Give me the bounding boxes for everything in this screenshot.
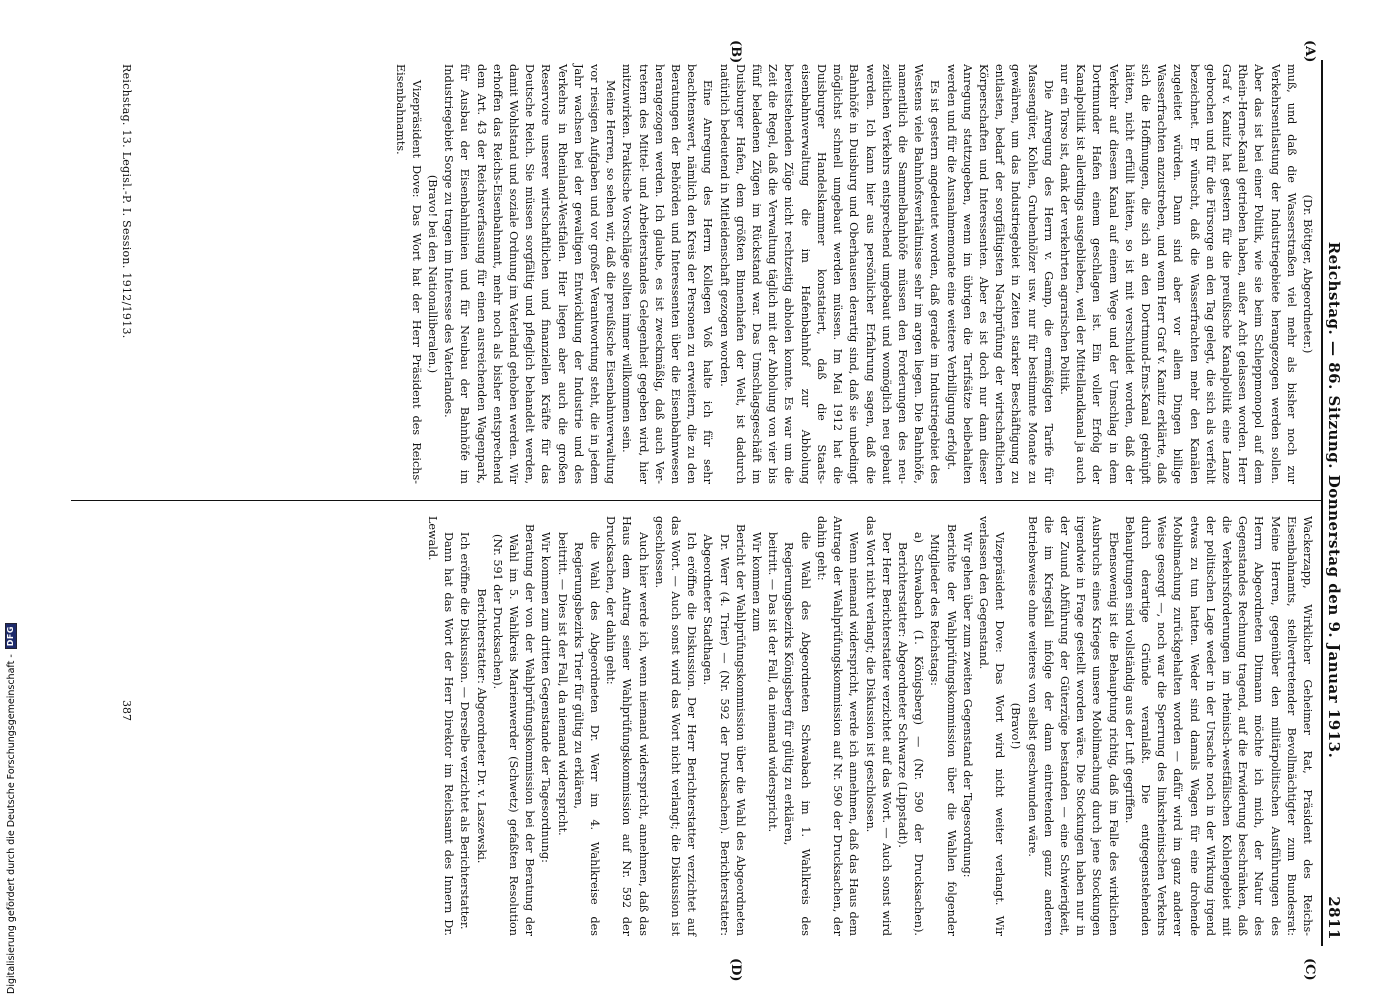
- margin-mark-b: (B): [728, 40, 743, 64]
- paragraph: Wir kommen zum: [750, 532, 764, 632]
- paragraph: Die Anregung des Herrn v. Gamp, die ermäßigten Tarife für Massengüter, Kohlen, Grubenhölzer usw. nur für bestimmte Monate zu gewähren, um das Industriegebiet in Zeiten starker Beschäftigung zu entlasten, bedarf der sorgfältigsten Nachprüfung der wirtschaftlichen Körperschaften und Interessenten. Aber es ist doch nur dann dieser Anregung stattzugeben, wenn im übrigen die Tarifsätze beibehalten werden und für die Ausnahmemonate eine weitere Verbilligung erfolgt.: [944, 64, 1055, 484]
- rapporteur-line: Berichterstatter: Abgeordneter Dr. v. Laszewski.: [474, 588, 488, 864]
- margin-mark-d: (D): [728, 958, 743, 982]
- applause-note: (Bravo! bei den Nationalliberalen.): [426, 174, 440, 374]
- paragraph: Vizepräsident Dove: Das Wort wird nicht weiter verlangt. Wir verlassen den Gegenstand.: [976, 516, 1007, 936]
- paragraph: Der Herr Berichterstatter verzichtet auf das Wort. — Auch sonst wird das Wort nicht verlangt; die Diskussion ist geschlossen.: [863, 516, 893, 936]
- agenda-heading: Beratung der von der Wahlprüfungskommission bei der Beratung der Wahl im 5. Wahlkreis Marienwerder (Schwetz) gefaßten Resolution (Nr. 591 der Drucksachen).: [490, 524, 537, 936]
- running-title: Reichstag. — 86. Sitzung. Donnerstag den 9. Januar 1913.: [1325, 241, 1343, 759]
- paragraph: muß, und daß die Wasserstraßen viel mehr als bisher noch zur Verkehrsentlastung der Industriegebiete herangezogen werden sollen. Aber das ist bei einer Politik, wie sie beim Schleppmonopol auf dem Rhein-Herne-Kanal getrieben haben, außer Acht gelassen worden. Herr Graf v. Kanitz hat gestern für die preußische Kanalpolitik eine Lanze gebrochen und für die Fürsorge an den Tag gelegt, die sich als verfehlt bezeichnet. Er wünscht, daß die Wasserfrachten mehr den Kanälen zugeleitet würden. Dann sind aber vor allem Dingen billige Wasserfrachten anzustreben, und wenn Herr Graf v. Kanitz erklärte, daß sich die Hoffnungen, die sich an den Dortmund-Ems-Kanal geknüpft hätten, nicht erfüllt hätten, so ist mit verschuldet worden, daß der Verkehr auf diesem Kanal auf einem Wege und der Umschlag in dem Dortmunder Hafen einem geschlagen ist. Ein voller Erfolg der Kanalpolitik ist allerdings ausgeblieben, weil der Mittellandkanal ja auch nur ein Torso ist, dank der verkehrten agrarischen Politik.: [1057, 64, 1298, 484]
- agenda-subitem: a) Schwabach (1. Königsberg) — (Nr. 590 der Drucksachen). Berichterstatter: Abgeordneter Schwarze (Lippstadt).: [895, 532, 926, 936]
- paragraph: Wir kommen zum dritten Gegenstande der Tagesordnung:: [539, 532, 553, 863]
- agenda-heading: Berichte der Wahlprüfungskommission über die Wahlen folgender Mitglieder des Reichstags:: [928, 524, 958, 936]
- paragraph: Ich eröffne die Diskussion. Der Herr Berichterstatter verzichtet auf das Wort. — Auch sonst wird das Wort nicht verlangt; die Diskussion ist geschlossen.: [652, 516, 699, 936]
- paragraph: Vizepräsident Dove: Das Wort hat der Herr Präsident des Reichs-Eisenbahnamts.: [393, 64, 423, 484]
- credit-text: Digitalisierung gefördert durch die Deutsche Forschungsgemeinschaft -: [5, 654, 17, 994]
- footer-legislature: Reichstag. 13. Legisl.-P. I. Session. 1912/1913.: [120, 64, 133, 339]
- paragraph: beitritt. — Dies ist der Fall, da niemand widerspricht.: [555, 532, 569, 836]
- paragraph: beitritt. — Das ist der Fall, da niemand widerspricht.: [766, 532, 780, 833]
- margin-mark-c: (C): [1302, 958, 1317, 981]
- header-page-number: 2811: [1325, 896, 1343, 940]
- paragraph: Ich eröffne die Diskussion. — Derselbe verzichtet als Berichterstatter.: [458, 532, 472, 930]
- column-divider: [71, 500, 1321, 501]
- paragraph: Ebensowenig ist die Behauptung richtig, daß im Falle des wirklichen Ausbruchs eines Krieges unsere Mobilmachung durch jene Stockungen irgendwie in Frage gestellt worden wäre. Die Stockungen haben nur in der Zuund Abführung der Güterzüge bestanden — eine Schwierigkeit, die im Kriegsfall infolge der dann eintretenden ganz anderen Betriebsweise ohne weiteres von selbst geschwunden wäre.: [1025, 516, 1120, 936]
- paragraph: Es ist gestern angedeutet worden, daß gerade im Industriegebiet des Westens viele Bahnhofsverhältnisse sehr im argen liegen. Die Bahnhöfe, namentlich die Sammelbahnhöfe müssen den Forderungen des neuzeitlichen Verkehrs entsprechend umgebaut und womöglich neu gebaut werden. Ich kann hier aus persönlicher Erfahrung sagen, daß die Bahnhöfe in Duisburg und Oberhausen derartig sind, daß sie unbedingt möglichst schnell umgebaut werden müssen. Im Mai 1912 hat die Duisburger Handelskammer konstatiert, daß die Staatseisenbahnverwaltung die im Hafenbahnhof zur Abholung bereitstehenden Züge nicht rechtzeitig abholen konnte. Es war um die Zeit die Regel, daß die Verwaltung täglich mit der Abholung von vier bis fünf beladenen Zügen im Rückstand war. Das Umschlagsgeschäft im Duisburger Hafen, dem größten Binnenhafen der Welt, ist dadurch natürlich bedeutend in Mitleidenschaft gezogen worden.: [717, 64, 942, 484]
- paragraph: Meine Herren, so sehen wir, daß die preußische Eisenbahnverwaltung vor riesigen Aufgaben und vor großer Verantwortung steht, die in jedem Jahr wachsen bei der gewaltigen Entwicklung der Industrie und des Verkehrs in Rheinland-Westfalen. Hier liegen aber auch die großen Reservoire unserer wirtschaftlichen und finanziellen Kräfte für das Deutsche Reich. Sie müssen sorgfältig und pfleglich behandelt werden, damit Wohlstand und soziale Ordnung im Vaterland gehoben werden. Wir erhoffen das Reichs-Eisenbahnamt, mehr noch als bisher entsprechend dem Art. 43 der Reichsverfassung für einen ausreichenden Wagenpark, für Ausbau der Eisenbahnlinien und für Neubau der Bahnhöfe im Industriegebiet Sorge zu tragen im Interesse des Vaterlandes.: [442, 64, 618, 484]
- paragraph: Dann hat das Wort der Herr Direktor im Reichsamt des Innern Dr. Lewald.: [426, 516, 456, 936]
- motion-quote: die Wahl des Abgeordneten Schwabach im 1. Wahlkreis des Regierungsbezirks Königsberg für gültig zu erklären,: [782, 532, 812, 936]
- motion-quote: die Wahl des Abgeordneten Dr. Werr im 4. Wahlkreise des Regierungsbezirks Trier für gültig zu erklären,: [571, 532, 602, 936]
- paragraph: Eine Anregung des Herrn Kollegen Voß halte ich für sehr beachtenswert, nämlich den Kreis der Personen zu erweitern, die zu den Beratungen der Behörden und Interessenten über die Eisenbahnwesen herangezogen werden. Ich glaube, es ist zweckmäßig, daß auch Vertretern des Mittel- und Arbeiterstandes Gelegenheit gegeben wird, hier mitzuwirken. Praktische Vorschläge sollten immer willkommen sein.: [620, 64, 715, 484]
- margin-mark-a: (A): [1302, 40, 1317, 63]
- agenda-heading: Bericht der Wahlprüfungskommission über die Wahl des Abgeordneten Dr. Werr (4. Trier) — (Nr. 592 der Drucksachen). Berichterstatter: Abgeordneter Stadthagen.: [701, 524, 747, 936]
- paragraph: Auch hier werde ich, wenn niemand widerspricht, annehmen, daß das Haus dem Antrag seiner Wahlprüfungskommission auf Nr. 592 der Drucksachen, der dahin geht:: [604, 516, 650, 936]
- left-column: [391, 64, 1315, 484]
- paragraph: Wir gehen über zum zweiten Gegenstand der Tagesordnung:: [960, 532, 974, 878]
- speaker-continuation: (Dr. Böttger, Abgeordneter.): [1301, 194, 1314, 354]
- footer-page-number: 387: [120, 700, 133, 721]
- paragraph: Wenn niemand widerspricht, werde ich annehmen, daß das Haus dem Antrage der Wahlprüfungskommission auf Nr. 590 der Drucksachen, der dahin geht:: [814, 516, 861, 936]
- paragraph: Wackerzapp, Wirklicher Geheimer Rat, Präsident des Reichs-Eisenbahnamts, stellvertretender Bevollmächtigter zum Bundesrat: Meine Herren, gegenüber den militärpolitischen Ausführungen des Herrn Abgeordneten Ditmann möchte ich mich, der Natur des Gegenstandes Rechnung tragend, auf die Erwiderung beschränken, daß die Verkehrsforderungen im rheinisch-westfälischen Kohlengebiet mit der politischen Lage weder in der Ursache noch in der Wirkung irgend etwas zu tun hatten. Weder sind damals Wagen für eine drohende Mobilmachung zurückgehalten worden — dafür wird im ganz anderer Weise gesorgt —, noch war die Sperrung des linksrheinischen Verkehrs durch derartige Gründe veranlaßt. Die entgegenstehenden Behauptungen sind vollständig aus der Luft gegriffen.: [1122, 516, 1314, 936]
- header-rule: [1321, 60, 1323, 946]
- dfg-logo: DFG: [5, 623, 17, 649]
- applause-note: (Bravo!): [1009, 702, 1023, 750]
- right-column: [424, 516, 1315, 936]
